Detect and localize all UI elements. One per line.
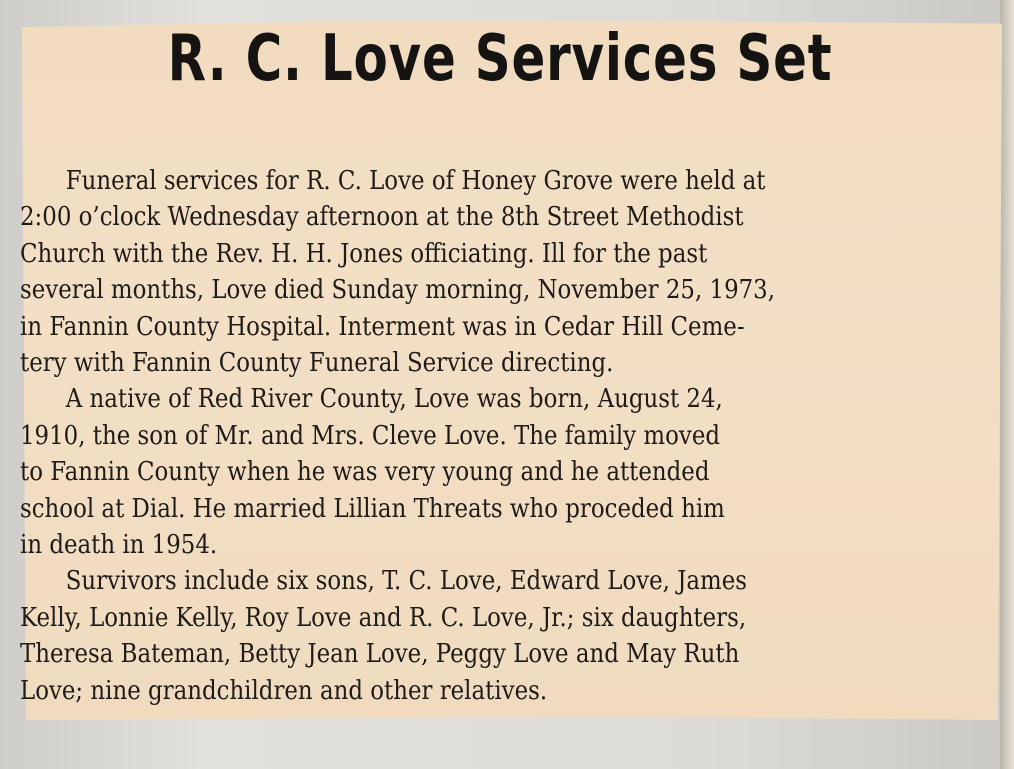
text-line: in death in 1954. bbox=[20, 530, 218, 561]
text-line: tery with Fannin County Funeral Service directing. bbox=[20, 348, 614, 379]
article-body bbox=[20, 163, 891, 709]
text-line: to Fannin County when he was very young and he attended bbox=[20, 457, 710, 488]
text-line: Love; nine grandchildren and other relatives. bbox=[20, 675, 548, 706]
paragraph-survivors bbox=[20, 563, 891, 709]
text-line: school at Dial. He married Lillian Threats who proceded him bbox=[20, 493, 725, 524]
text-line: 2:00 o’clock Wednesday afternoon at the 8th Street Methodist bbox=[20, 202, 744, 233]
text-line: Kelly, Lonnie Kelly, Roy Love and R. C. Love, Jr.; six daughters, bbox=[20, 602, 747, 633]
text-line: A native of Red River County, Love was born, August 24, bbox=[65, 384, 723, 415]
headline: R. C. Love Services Set bbox=[167, 22, 833, 96]
text-line: several months, Love died Sunday morning, November 25, 1973, bbox=[20, 275, 776, 306]
paragraph-funeral bbox=[20, 163, 891, 381]
text-line: Survivors include six sons, T. C. Love, Edward Love, James bbox=[65, 566, 748, 597]
paragraph-biography bbox=[20, 381, 891, 563]
text-line: Funeral services for R. C. Love of Honey Grove were held at bbox=[65, 166, 766, 196]
text-line: in Fannin County Hospital. Interment was in Cedar Hill Ceme- bbox=[20, 311, 745, 342]
text-line: Church with the Rev. H. H. Jones officiating. Ill for the past bbox=[20, 238, 708, 269]
text-line: Theresa Bateman, Betty Jean Love, Peggy Love and May Ruth bbox=[20, 639, 740, 670]
adjacent-page-edge bbox=[1000, 0, 1014, 769]
text-line: 1910, the son of Mr. and Mrs. Cleve Love. The family moved bbox=[20, 420, 721, 451]
